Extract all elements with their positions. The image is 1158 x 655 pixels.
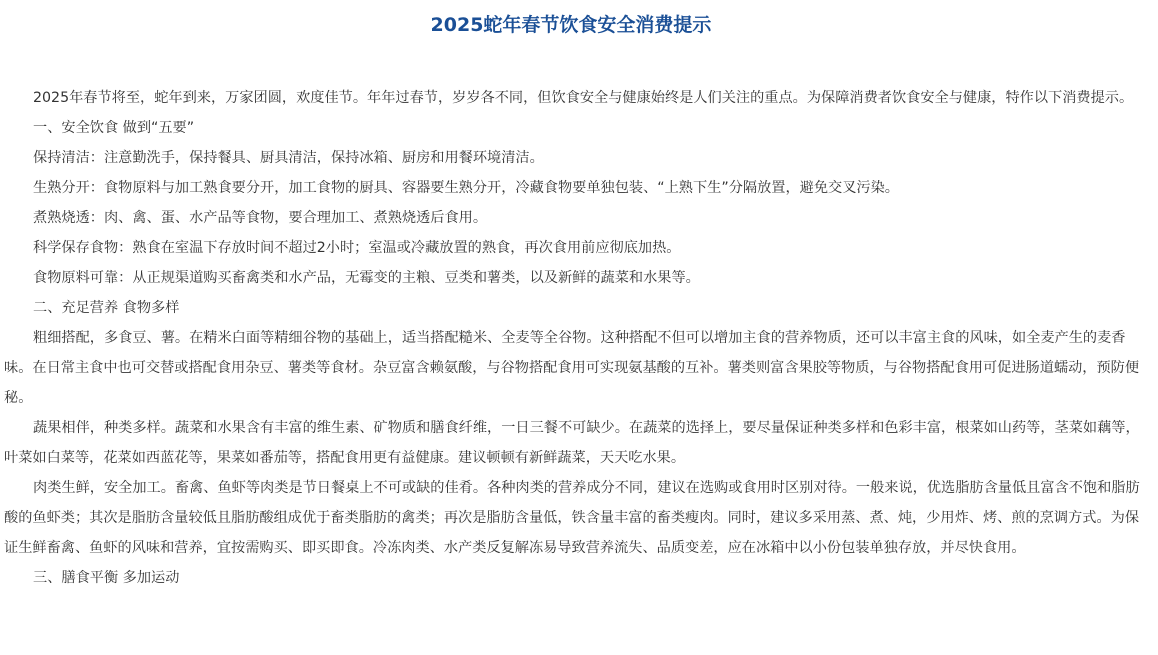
section-heading-2: 二、充足营养 食物多样 xyxy=(33,300,180,316)
intro-paragraph: 2025年春节将至，蛇年到来，万家团圆，欢度佳节。年年过春节，岁岁各不同，但饮食安全与健康始终是人们关注的重点。为保障消费者饮食安全与健康，特作以下消费提示。 xyxy=(33,90,1134,106)
paragraph: 科学保存食物：熟食在室温下存放时间不超过2小时；室温或冷藏放置的熟食，再次食用前应彻底加热。 xyxy=(33,240,681,256)
section-heading-1: 一、安全饮食 做到“五要” xyxy=(33,120,195,136)
paragraph: 食物原料可靠：从正规渠道购买畜禽类和水产品，无霉变的主粮、豆类和薯类，以及新鲜的蔬菜和水果等。 xyxy=(33,270,700,286)
section-heading-3: 三、膳食平衡 多加运动 xyxy=(33,570,180,586)
paragraph: 蔬果相伴，种类多样。蔬菜和水果含有丰富的维生素、矿物质和膳食纤维，一日三餐不可缺少。在蔬菜的选择上，要尽量保证种类多样和色彩丰富，根菜如山药等，茎菜如藕等，叶菜如白菜等，花菜如西蓝花等，果菜如番茄等，搭配食用更有益健康。建议顿顿有新鲜蔬菜，天天吃水果。 xyxy=(4,420,1140,466)
paragraph: 肉类生鲜，安全加工。畜禽、鱼虾等肉类是节日餐桌上不可或缺的佳肴。各种肉类的营养成分不同，建议在选购或食用时区别对待。一般来说，优选脂肪含量低且富含不饱和脂肪酸的鱼虾类；其次是脂肪含量较低且脂肪酸组成优于畜类脂肪的禽类；再次是脂肪含量低，铁含量丰富的畜类瘦肉。同时，建议多采用蒸、煮、炖，少用炸、烤、煎的烹调方式。为保证生鲜畜禽、鱼虾的风味和营养，宜按需购买、即买即食。冷冻肉类、水产类反复解冻易导致营养流失、品质变差，应在冰箱中以小份包装单独存放，并尽快食用。 xyxy=(4,480,1140,556)
article-title: 2025蛇年春节饮食安全消费提示 xyxy=(430,14,712,36)
paragraph: 保持清洁：注意勤洗手，保持餐具、厨具清洁，保持冰箱、厨房和用餐环境清洁。 xyxy=(33,150,544,166)
paragraph: 生熟分开：食物原料与加工熟食要分开，加工食物的厨具、容器要生熟分开，冷藏食物要单独包装、“上熟下生”分隔放置，避免交叉污染。 xyxy=(33,180,899,196)
paragraph: 粗细搭配，多食豆、薯。在精米白面等精细谷物的基础上，适当搭配糙米、全麦等全谷物。这种搭配不但可以增加主食的营养物质，还可以丰富主食的风味，如全麦产生的麦香味。在日常主食中也可交替或搭配食用杂豆、薯类等食材。杂豆富含赖氨酸，与谷物搭配食用可实现氨基酸的互补。薯类则富含果胶等物质，与谷物搭配食用可促进肠道蠕动，预防便秘。 xyxy=(4,330,1140,406)
article-body xyxy=(4,83,1144,593)
paragraph: 煮熟烧透：肉、禽、蛋、水产品等食物，要合理加工、煮熟烧透后食用。 xyxy=(33,210,488,226)
